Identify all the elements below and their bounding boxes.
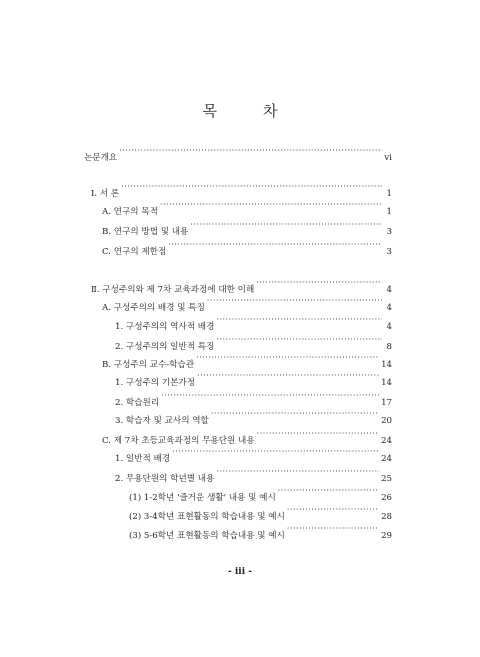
toc-entry-page: 14 (381, 360, 392, 370)
dot-leader (207, 296, 382, 310)
dot-leader (216, 467, 379, 481)
toc-entry[interactable] (102, 220, 392, 237)
toc-entry[interactable] (84, 146, 392, 163)
toc-entry[interactable] (115, 335, 392, 352)
dot-leader (287, 505, 379, 519)
toc-entry-label: Ⅰ. 서 론 (91, 189, 120, 199)
toc-entry-label: 1. 일반적 배경 (115, 454, 171, 464)
toc-entry-page: 20 (381, 416, 392, 426)
dot-leader (197, 371, 379, 385)
toc-entry-label: A. 연구의 목적 (102, 207, 158, 217)
toc-entry-label: B. 연구의 방법 및 내용 (102, 227, 189, 237)
toc-entry-page: 4 (386, 285, 392, 295)
toc-entry-page: 26 (381, 493, 392, 503)
toc-entry-page: 14 (381, 378, 392, 388)
dot-leader (256, 278, 382, 292)
toc-entry[interactable] (102, 200, 392, 217)
toc-entry-label: C. 연구의 제한점 (102, 247, 167, 257)
toc-entry-label: 2. 구성주의의 일반적 특징 (115, 342, 215, 352)
toc-entry-label: (1) 1-2학년 '즐거운 생활' 내용 및 예시 (129, 493, 276, 503)
toc-entry-page: 17 (381, 398, 392, 408)
toc-entry-page: 29 (381, 531, 392, 541)
toc-entry-label: 2. 무용단원의 학년별 내용 (115, 474, 215, 484)
toc-entry-page: 3 (386, 227, 392, 237)
toc-entry-label: 1. 구성주의 기본가정 (115, 378, 196, 388)
toc-entry-label: B. 구성주의 교수-학습관 (102, 360, 195, 370)
toc-entry-label: C. 제 7차 초등교육과정의 무용단원 내용 (102, 436, 255, 446)
toc-entry[interactable] (102, 353, 392, 370)
toc-entry[interactable] (115, 467, 392, 484)
toc-entry-label: A. 구성주의의 배경 및 특징 (102, 303, 205, 313)
dot-leader (119, 146, 382, 160)
toc-entry[interactable] (115, 447, 392, 464)
toc-entry[interactable] (129, 524, 392, 541)
dot-leader (172, 447, 379, 461)
toc-entry-page: 24 (381, 436, 392, 446)
dot-leader (121, 182, 382, 196)
toc-entry-label: (2) 3-4학년 표현활동의 학습내용 및 예시 (129, 512, 285, 522)
dot-leader (196, 353, 379, 367)
toc-entry-page: 1 (386, 207, 392, 217)
toc-entry-label: 논문개요 (84, 153, 118, 163)
toc-entry-page: vi (384, 153, 392, 163)
toc-entry-label: 1. 구성주의의 역사적 배경 (115, 322, 215, 332)
toc-entry-label: 3. 학습자 및 교사의 역할 (115, 416, 209, 426)
toc-entry-page: 4 (386, 303, 392, 313)
toc-entry-label: 2. 학습원리 (115, 398, 160, 408)
toc-entry-page: 28 (381, 512, 392, 522)
dot-leader (257, 429, 379, 443)
toc-entry[interactable] (115, 315, 392, 332)
page-number: - iii - (228, 567, 252, 577)
title-part-1: 목 (202, 102, 217, 120)
toc-entry[interactable] (115, 391, 392, 408)
toc-entry[interactable] (91, 278, 392, 295)
toc-entry[interactable] (129, 505, 392, 522)
dot-leader (168, 240, 382, 254)
dot-leader (160, 200, 382, 214)
dot-leader (287, 524, 379, 538)
toc-entry-label: (3) 5-6학년 표현활동의 학습내용 및 예시 (129, 531, 285, 541)
toc-entry-page: 25 (381, 474, 392, 484)
toc-entry-label: Ⅱ. 구성주의와 제 7차 교육과정에 대한 이해 (91, 285, 255, 295)
toc-entry-page: 3 (386, 247, 392, 257)
dot-leader (211, 409, 379, 423)
toc-entry[interactable] (115, 409, 392, 426)
toc-entry[interactable] (102, 296, 392, 313)
dot-leader (190, 220, 382, 234)
dot-leader (161, 391, 379, 405)
dot-leader (278, 486, 379, 500)
dot-leader (216, 335, 382, 349)
toc-entry-page: 1 (386, 189, 392, 199)
toc-entry-page: 24 (381, 454, 392, 464)
title-part-2: 차 (263, 102, 278, 120)
toc-entry-page: 4 (386, 322, 392, 332)
toc-entry[interactable] (102, 240, 392, 257)
dot-leader (216, 315, 382, 329)
toc-entry[interactable] (129, 486, 392, 503)
toc-entry[interactable] (115, 371, 392, 388)
toc-entry[interactable] (102, 429, 392, 446)
toc-entry-page: 8 (386, 342, 392, 352)
toc-entry[interactable] (91, 182, 392, 199)
